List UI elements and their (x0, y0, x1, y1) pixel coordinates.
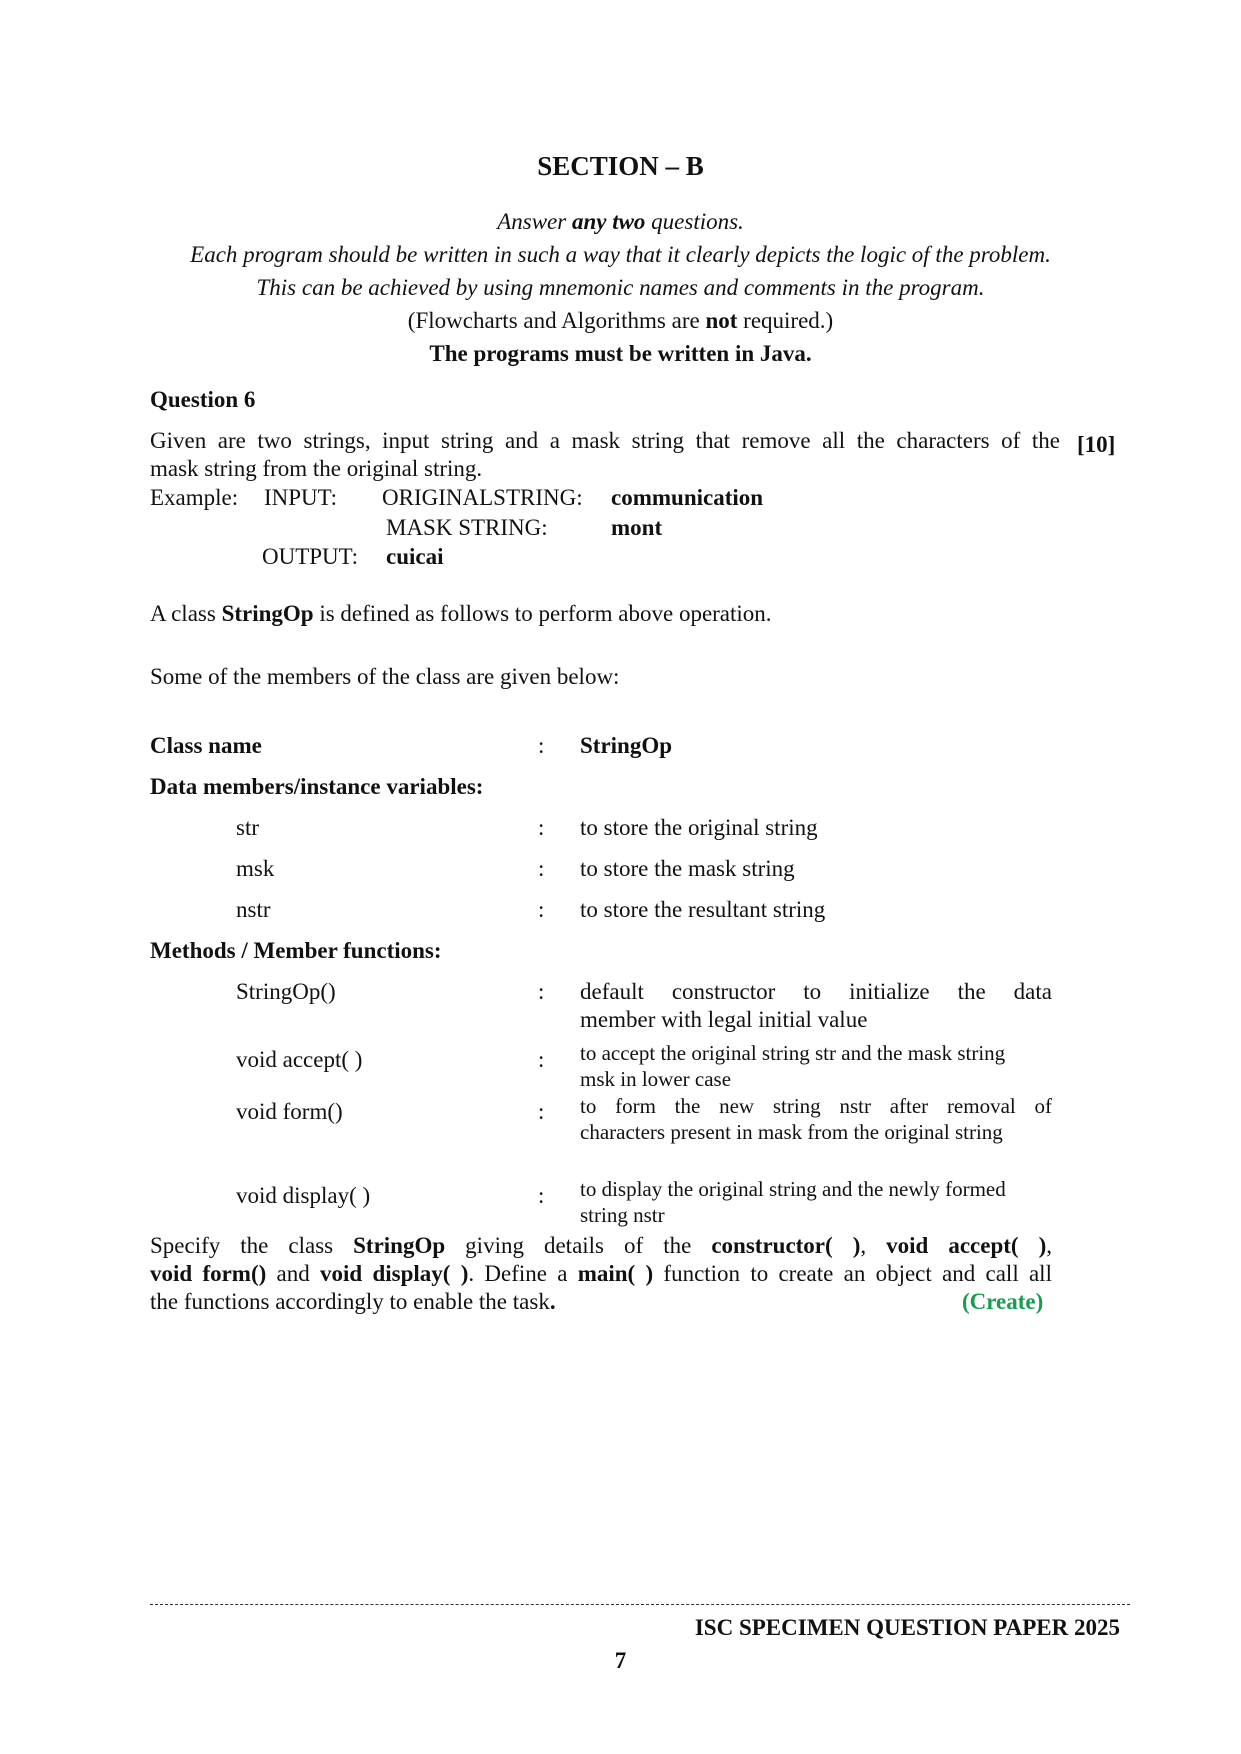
colon: : (538, 856, 545, 881)
example-label: Example: (150, 485, 239, 510)
colon: : (538, 815, 545, 840)
method-name: void display( ) (236, 1183, 371, 1208)
method-desc: msk in lower case (580, 1067, 732, 1091)
marks: [10] (1077, 432, 1116, 457)
question-heading: Question 6 (150, 387, 256, 412)
input-label: INPUT: (264, 485, 337, 510)
method-desc: string nstr (580, 1203, 665, 1227)
method-name: void accept( ) (236, 1047, 363, 1072)
original-string-label: ORIGINALSTRING: (382, 485, 583, 510)
instruction-java: The programs must be written in Java. (429, 341, 812, 366)
class-name-label: Class name (150, 733, 262, 758)
colon: : (538, 733, 545, 758)
data-member-desc: to store the original string (580, 815, 818, 840)
class-name-value: StringOp (580, 733, 673, 758)
output-label: OUTPUT: (262, 544, 358, 569)
method-desc: member with legal initial value (580, 1007, 868, 1032)
task-line2: void form() and void display( ). Define a main( ) function to create an object and call all (150, 1261, 1052, 1286)
original-string-value: communication (611, 485, 764, 510)
task-line3: the functions accordingly to enable the task. (150, 1289, 556, 1314)
colon: : (538, 897, 545, 922)
instruction-program-logic: Each program should be written in such a way that it clearly depicts the logic of the problem. (190, 242, 1051, 267)
colon: : (538, 1183, 545, 1208)
method-desc: characters present in mask from the original string (580, 1120, 1003, 1144)
colon: : (538, 1047, 545, 1072)
question-text-line1: Given are two strings, input string and a mask string that remove all the characters of the (150, 428, 1060, 453)
instruction-any-two: Answer any two questions. (497, 209, 744, 234)
method-desc: default constructor to initialize the data (580, 979, 1052, 1004)
colon: : (538, 979, 545, 1004)
colon: : (538, 1099, 545, 1124)
data-members-heading: Data members/instance variables: (150, 774, 484, 799)
data-member-name: nstr (236, 897, 271, 922)
method-desc: to display the original string and the newly formed (580, 1177, 1006, 1201)
instruction-flowcharts: (Flowcharts and Algorithms are not required.) (407, 308, 834, 333)
page-number: 7 (614, 1648, 627, 1673)
data-member-name: msk (236, 856, 275, 881)
method-desc: to accept the original string str and the mask string (580, 1041, 1006, 1065)
methods-heading: Methods / Member functions: (150, 938, 442, 963)
method-name: void form() (236, 1099, 343, 1124)
mask-string-label: MASK STRING: (386, 515, 548, 540)
section-title: SECTION – B (537, 151, 704, 181)
data-member-name: str (236, 815, 259, 840)
class-definition-line: A class StringOp is defined as follows to perform above operation. (150, 601, 772, 626)
method-name: StringOp() (236, 979, 336, 1004)
mask-string-value: mont (611, 515, 663, 540)
method-desc: to form the new string nstr after removal of (580, 1094, 1052, 1118)
bloom-tag-create: (Create) (962, 1289, 1044, 1314)
data-member-desc: to store the resultant string (580, 897, 826, 922)
task-line1: Specify the class StringOp giving details of the constructor( ), void accept( ), (150, 1233, 1053, 1258)
footer-paper-title: ISC SPECIMEN QUESTION PAPER 2025 (694, 1615, 1120, 1640)
question-text-line2: mask string from the original string. (150, 456, 483, 481)
output-value: cuicai (386, 544, 444, 569)
members-intro: Some of the members of the class are given below: (150, 664, 620, 689)
footer-divider (150, 1604, 1130, 1605)
data-member-desc: to store the mask string (580, 856, 795, 881)
instruction-mnemonic: This can be achieved by using mnemonic names and comments in the program. (256, 275, 985, 300)
